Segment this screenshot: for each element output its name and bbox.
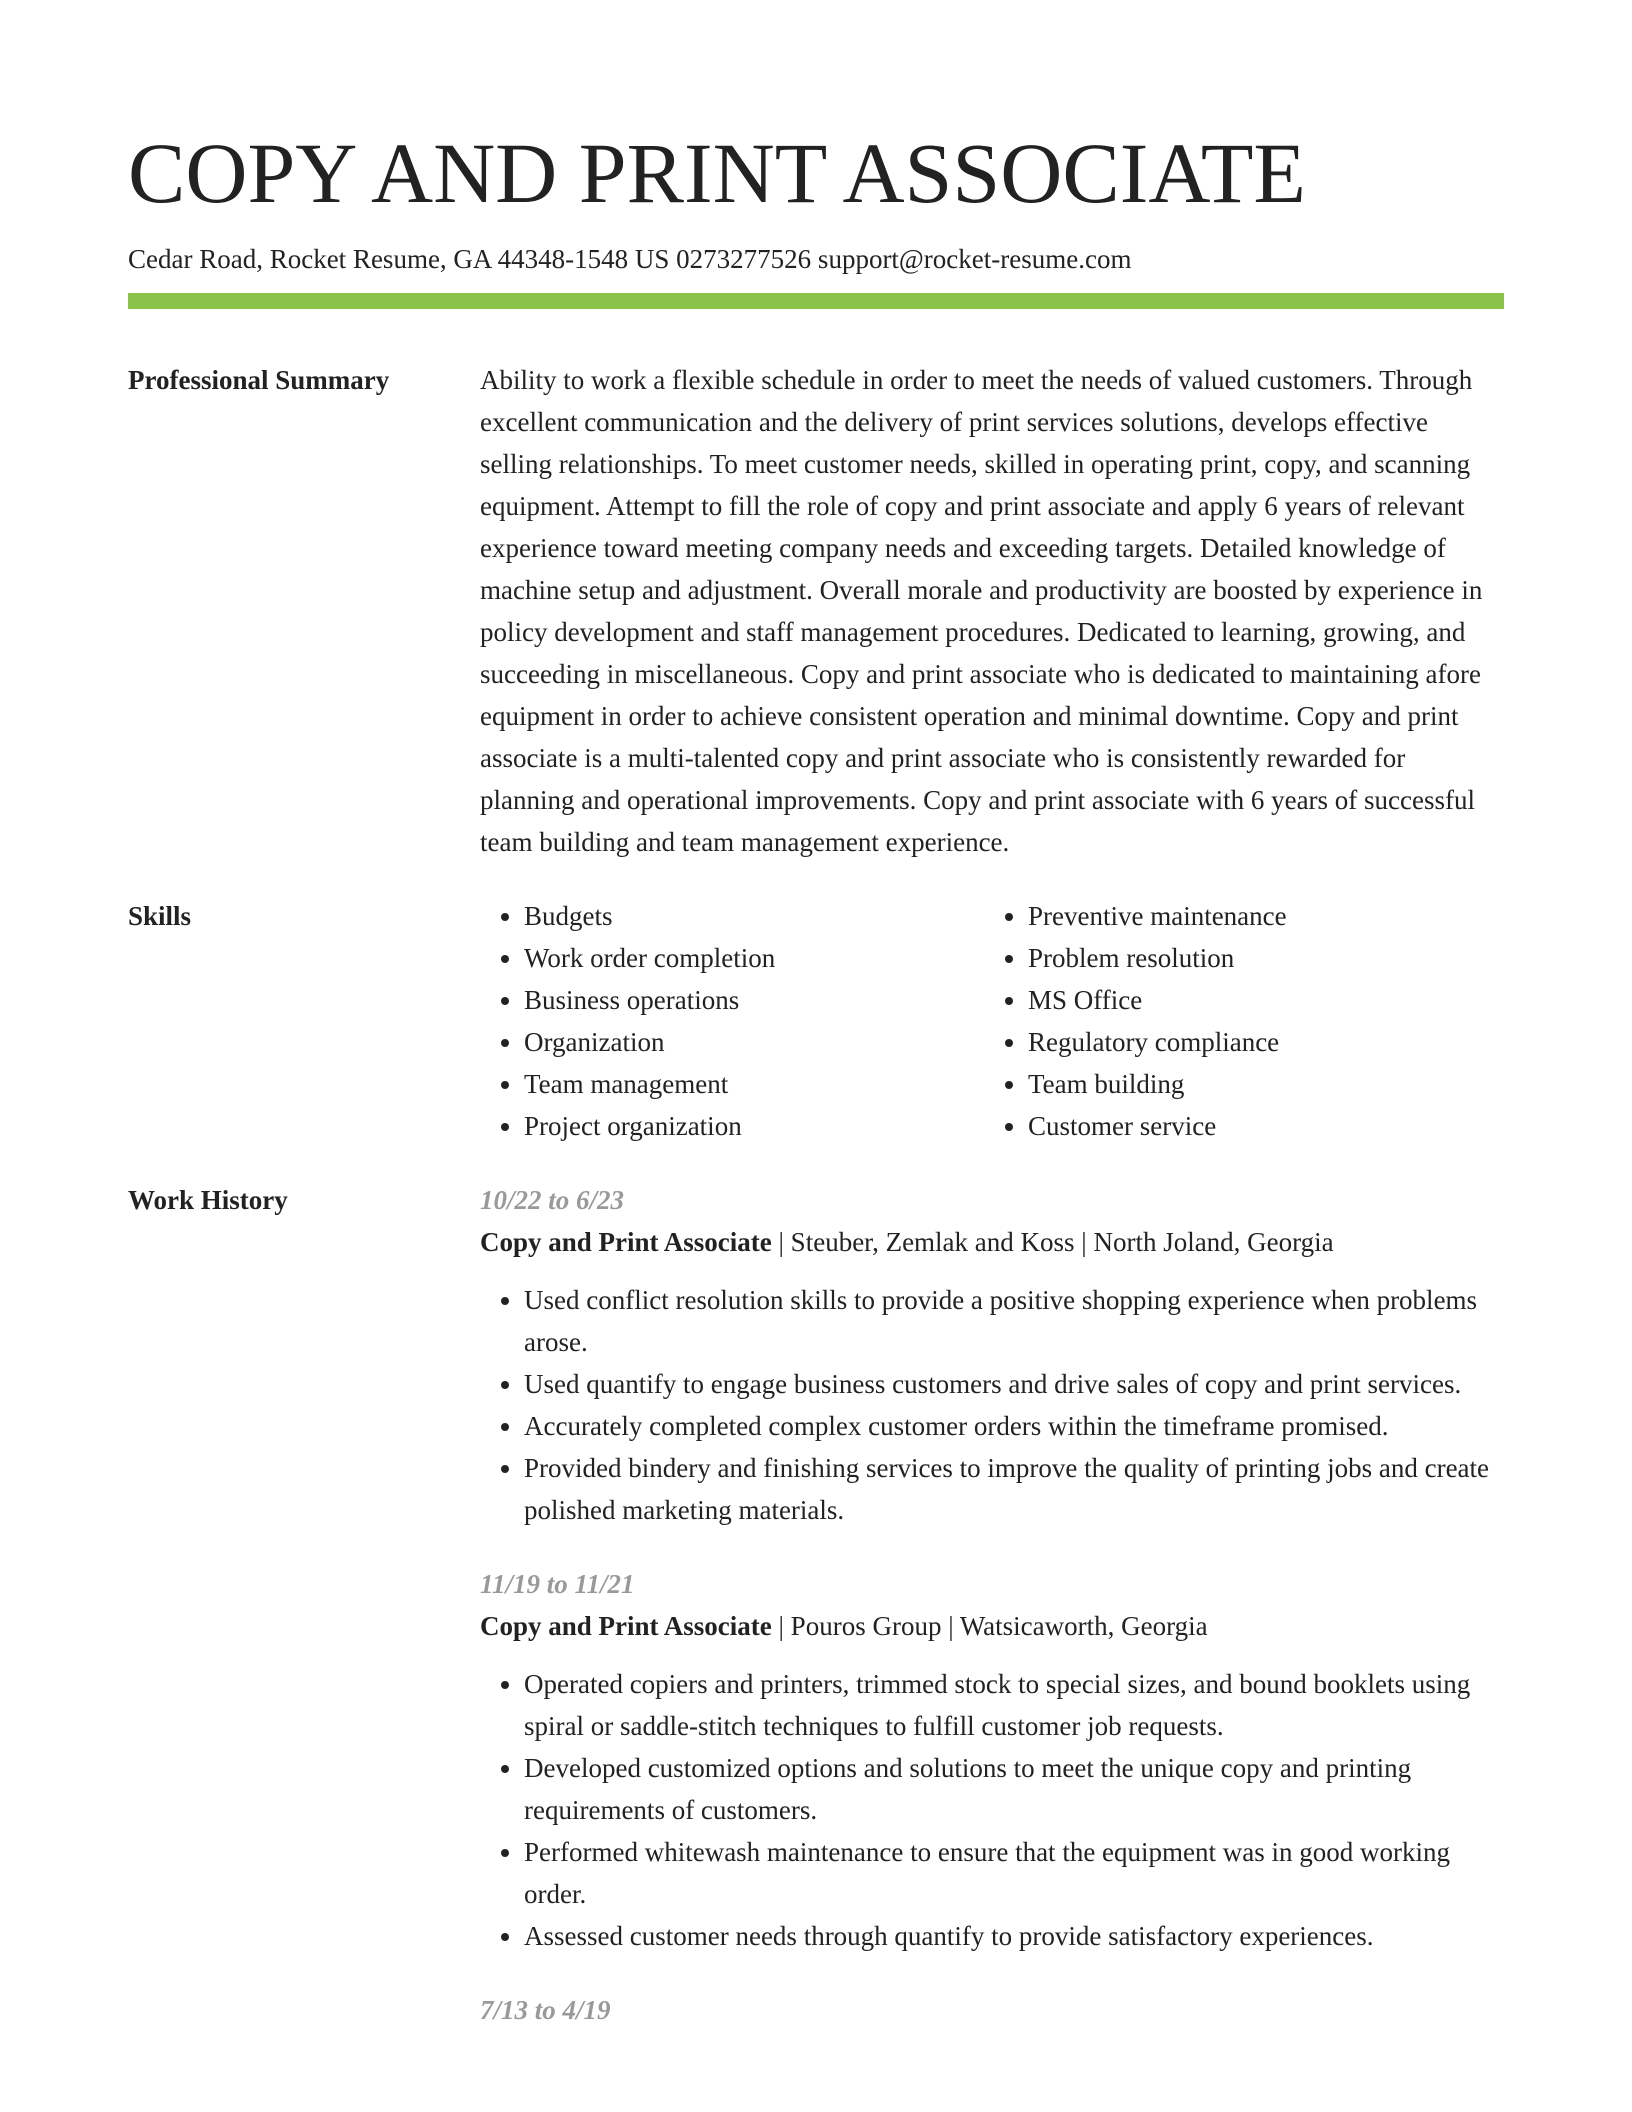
skill-item: • Preventive maintenance <box>1028 895 1488 937</box>
job-dates: 7/13 to 4/19 <box>480 1995 611 2025</box>
section-label-work-history: Work History <box>128 1185 288 1215</box>
header-accent-rule <box>128 293 1504 309</box>
job-bullet: • Provided bindery and finishing services to improve the quality of printing jobs and create polished marketing materials. <box>524 1447 1504 1531</box>
job-title: Copy and Print Associate <box>480 1611 772 1641</box>
work-history-body <box>480 1179 1504 2063</box>
skill-item: • Organization <box>524 1021 984 1063</box>
skill-item: • Regulatory compliance <box>1028 1021 1488 1063</box>
section-label-skills: Skills <box>128 901 192 931</box>
skill-item: • Team management <box>524 1063 984 1105</box>
professional-summary-section <box>128 359 1504 863</box>
skills-grid <box>480 895 1504 1147</box>
skill-item: • Work order completion <box>524 937 984 979</box>
skill-item: • Problem resolution <box>1028 937 1488 979</box>
skill-item: • Business operations <box>524 979 984 1021</box>
skill-item: • Team building <box>1028 1063 1488 1105</box>
skills-body <box>480 895 1504 1147</box>
skills-column-left <box>480 895 984 1147</box>
job-employer-location: | Pouros Group | Watsicaworth, Georgia <box>771 1611 1208 1641</box>
resume-title: COPY AND PRINT ASSOCIATE <box>128 125 1306 221</box>
summary-text: Ability to work a flexible schedule in order to meet the needs of valued customers. Through excellent communication and the delivery of print services solutions, develops effective selling relationships. To meet customer needs, skilled in operating print, copy, and scanning equipment. Attempt to fill the role of copy and print associate and apply 6 years of relevant experience toward meeting company needs and exceeding targets. Detailed knowledge of machine setup and adjustment. Overall morale and productivity are boosted by experience in policy development and staff management procedures. Dedicated to learning, growing, and succeeding in miscellaneous. Copy and print associate who is dedicated to maintaining afore equipment in order to achieve consistent operation and minimal downtime. Copy and print associate is a multi-talented copy and print associate who is consistently rewarded for planning and operational improvements. Copy and print associate with 6 years of successful team building and team management experience. <box>480 365 1483 857</box>
job-entry <box>480 1563 1504 1957</box>
job-bullet: • Performed whitewash maintenance to ensure that the equipment was in good working order. <box>524 1831 1504 1915</box>
job-bullet: • Assessed customer needs through quantify to provide satisfactory experiences. <box>524 1915 1504 1957</box>
contact-line: Cedar Road, Rocket Resume, GA 44348-1548 US 0273277526 support@rocket-resume.com <box>128 244 1132 274</box>
section-label-summary: Professional Summary <box>128 365 390 395</box>
job-bullets <box>480 1663 1504 1957</box>
work-history-section <box>128 1179 1504 2063</box>
job-title-line <box>480 1605 1504 1647</box>
job-entry <box>480 1179 1504 1531</box>
skill-item: • Budgets <box>524 895 984 937</box>
job-dates: 10/22 to 6/23 <box>480 1185 625 1215</box>
job-bullet: • Used conflict resolution skills to provide a positive shopping experience when problems arose. <box>524 1279 1504 1363</box>
job-employer-location: | Steuber, Zemlak and Koss | North Joland, Georgia <box>771 1227 1334 1257</box>
job-bullet: • Operated copiers and printers, trimmed stock to special sizes, and bound booklets using spiral or saddle-stitch techniques to fulfill customer job requests. <box>524 1663 1504 1747</box>
job-bullets <box>480 1279 1504 1531</box>
skill-item: • Customer service <box>1028 1105 1488 1147</box>
resume-page <box>128 0 1504 2063</box>
job-title-line <box>480 1221 1504 1263</box>
job-dates: 11/19 to 11/21 <box>480 1569 635 1599</box>
skills-section <box>128 895 1504 1147</box>
job-entry <box>480 1989 1504 2031</box>
job-bullet: • Accurately completed complex customer orders within the timeframe promised. <box>524 1405 1504 1447</box>
job-title: Copy and Print Associate <box>480 1227 772 1257</box>
skills-column-right <box>984 895 1488 1147</box>
skill-item: • MS Office <box>1028 979 1488 1021</box>
job-bullet: • Used quantify to engage business customers and drive sales of copy and print services. <box>524 1363 1504 1405</box>
skill-item: • Project organization <box>524 1105 984 1147</box>
job-bullet: • Developed customized options and solutions to meet the unique copy and printing requirements of customers. <box>524 1747 1504 1831</box>
